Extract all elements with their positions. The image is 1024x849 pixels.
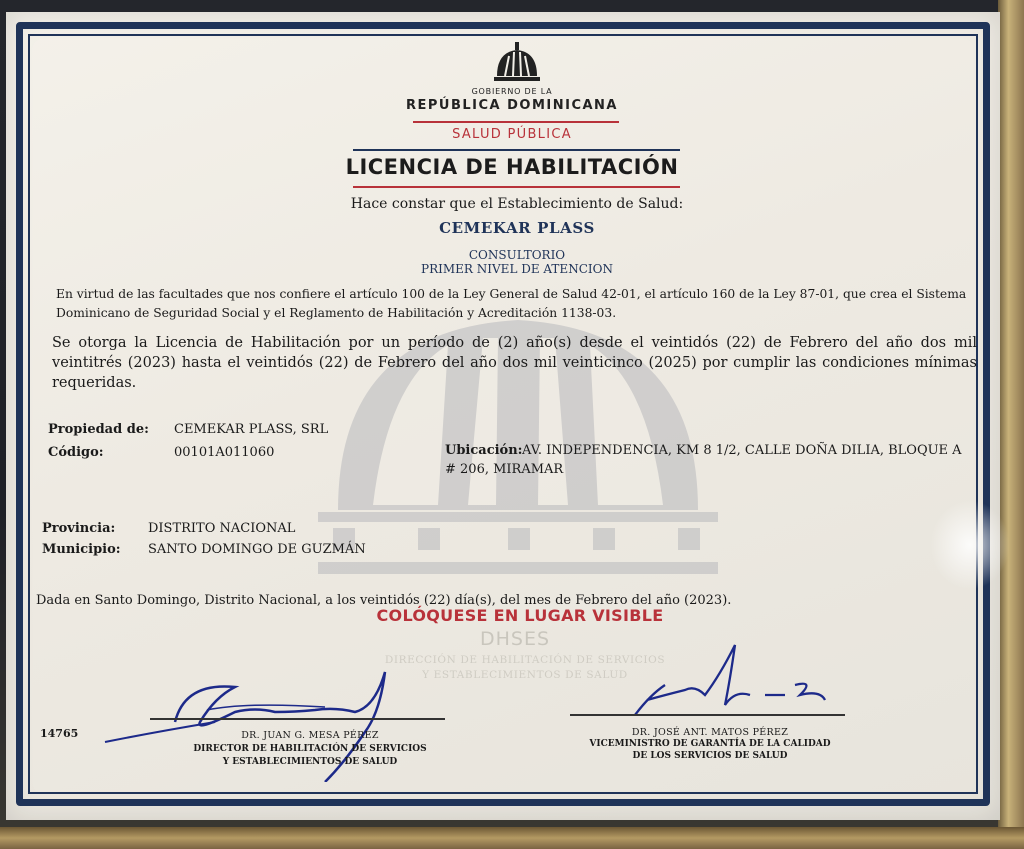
republica-text: REPÚBLICA DOMINICANA — [405, 98, 618, 113]
provincia-value: DISTRITO NACIONAL — [148, 521, 296, 536]
emboss-seal-line1: DIRECCIÓN DE HABILITACIÓN DE SERVICIOS — [384, 654, 666, 666]
right-signature-line — [570, 714, 845, 716]
municipio-label: Municipio: — [42, 542, 121, 557]
codigo-value: 00101A011060 — [174, 445, 275, 460]
grant-paragraph: Se otorga la Licencia de Habilitación por un período de (2) año(s) desde el veintidós (22) de Febrero del año dos mil veintitrés (2023) hasta el veintidós (22) de Febrero del año dos mil veinticinco (2025) por cumplir las condiciones mínimas requeridas. — [52, 335, 977, 391]
provincia-label: Provincia: — [42, 521, 116, 536]
establishment-type: CONSULTORIO — [468, 248, 566, 262]
left-signer-role-line1: DIRECTOR DE HABILITACIÓN DE SERVICIOS — [193, 744, 427, 754]
divider-navy — [353, 149, 680, 151]
attention-level: PRIMER NIVEL DE ATENCION — [421, 262, 613, 276]
right-signature — [625, 640, 855, 720]
codigo-label: Código: — [48, 445, 104, 460]
gobierno-text: GOBIERNO DE LA — [471, 87, 553, 96]
establishment-name: CEMEKAR PLASS — [439, 219, 595, 237]
national-dome-seal-icon — [493, 42, 541, 84]
ubicacion-label: Ubicación: — [445, 443, 523, 458]
certificate-number: 14765 — [40, 727, 79, 740]
right-signer-name: DR. JOSÉ ANT. MATOS PÉREZ — [631, 727, 789, 738]
propiedad-value: CEMEKAR PLASS, SRL — [174, 422, 329, 437]
emboss-seal-title: DHSES — [479, 628, 551, 650]
right-signer-role-line2: DE LOS SERVICIOS DE SALUD — [632, 751, 788, 761]
legal-basis-paragraph: En virtud de las facultades que nos confiere el artículo 100 de la Ley General de Salud 42-01, el artículo 160 de la Ley 87-01, que crea el Sistema Dominicano de Seguridad Social y el Reglamento de Habilitación y Acreditación 1138-03. — [56, 287, 967, 320]
emboss-seal-line2: Y ESTABLECIMIENTOS DE SALUD — [422, 669, 628, 681]
divider-red-2 — [353, 186, 680, 188]
propiedad-label: Propiedad de: — [48, 422, 149, 437]
frame-bottom-gold — [0, 827, 1024, 849]
ubicacion-value-line2: # 206, MIRAMAR — [445, 462, 564, 477]
left-signer-name: DR. JUAN G. MESA PÉREZ — [241, 730, 379, 741]
hace-constar-text: Hace constar que el Establecimiento de Salud: — [350, 196, 684, 212]
municipio-value: SANTO DOMINGO DE GUZMÁN — [148, 542, 366, 557]
glass-glare — [930, 500, 1010, 590]
ministry-name: SALUD PÚBLICA — [452, 127, 572, 142]
document-title: LICENCIA DE HABILITACIÓN — [345, 155, 679, 179]
left-signature-line — [150, 718, 445, 720]
right-signer-role-line1: VICEMINISTRO DE GARANTÍA DE LA CALIDAD — [589, 739, 831, 749]
left-signer-role-line2: Y ESTABLECIMIENTOS DE SALUD — [222, 757, 398, 767]
divider-red — [413, 121, 619, 123]
display-notice: COLÓQUESE EN LUGAR VISIBLE — [376, 606, 664, 625]
issued-statement: Dada en Santo Domingo, Distrito Nacional, a los veintidós (22) día(s), del mes de Febrero del año (2023). — [36, 593, 732, 608]
ubicacion-value-line1: AV. INDEPENDENCIA, KM 8 1/2, CALLE DOÑA DILIA, BLOQUE A — [522, 443, 962, 458]
